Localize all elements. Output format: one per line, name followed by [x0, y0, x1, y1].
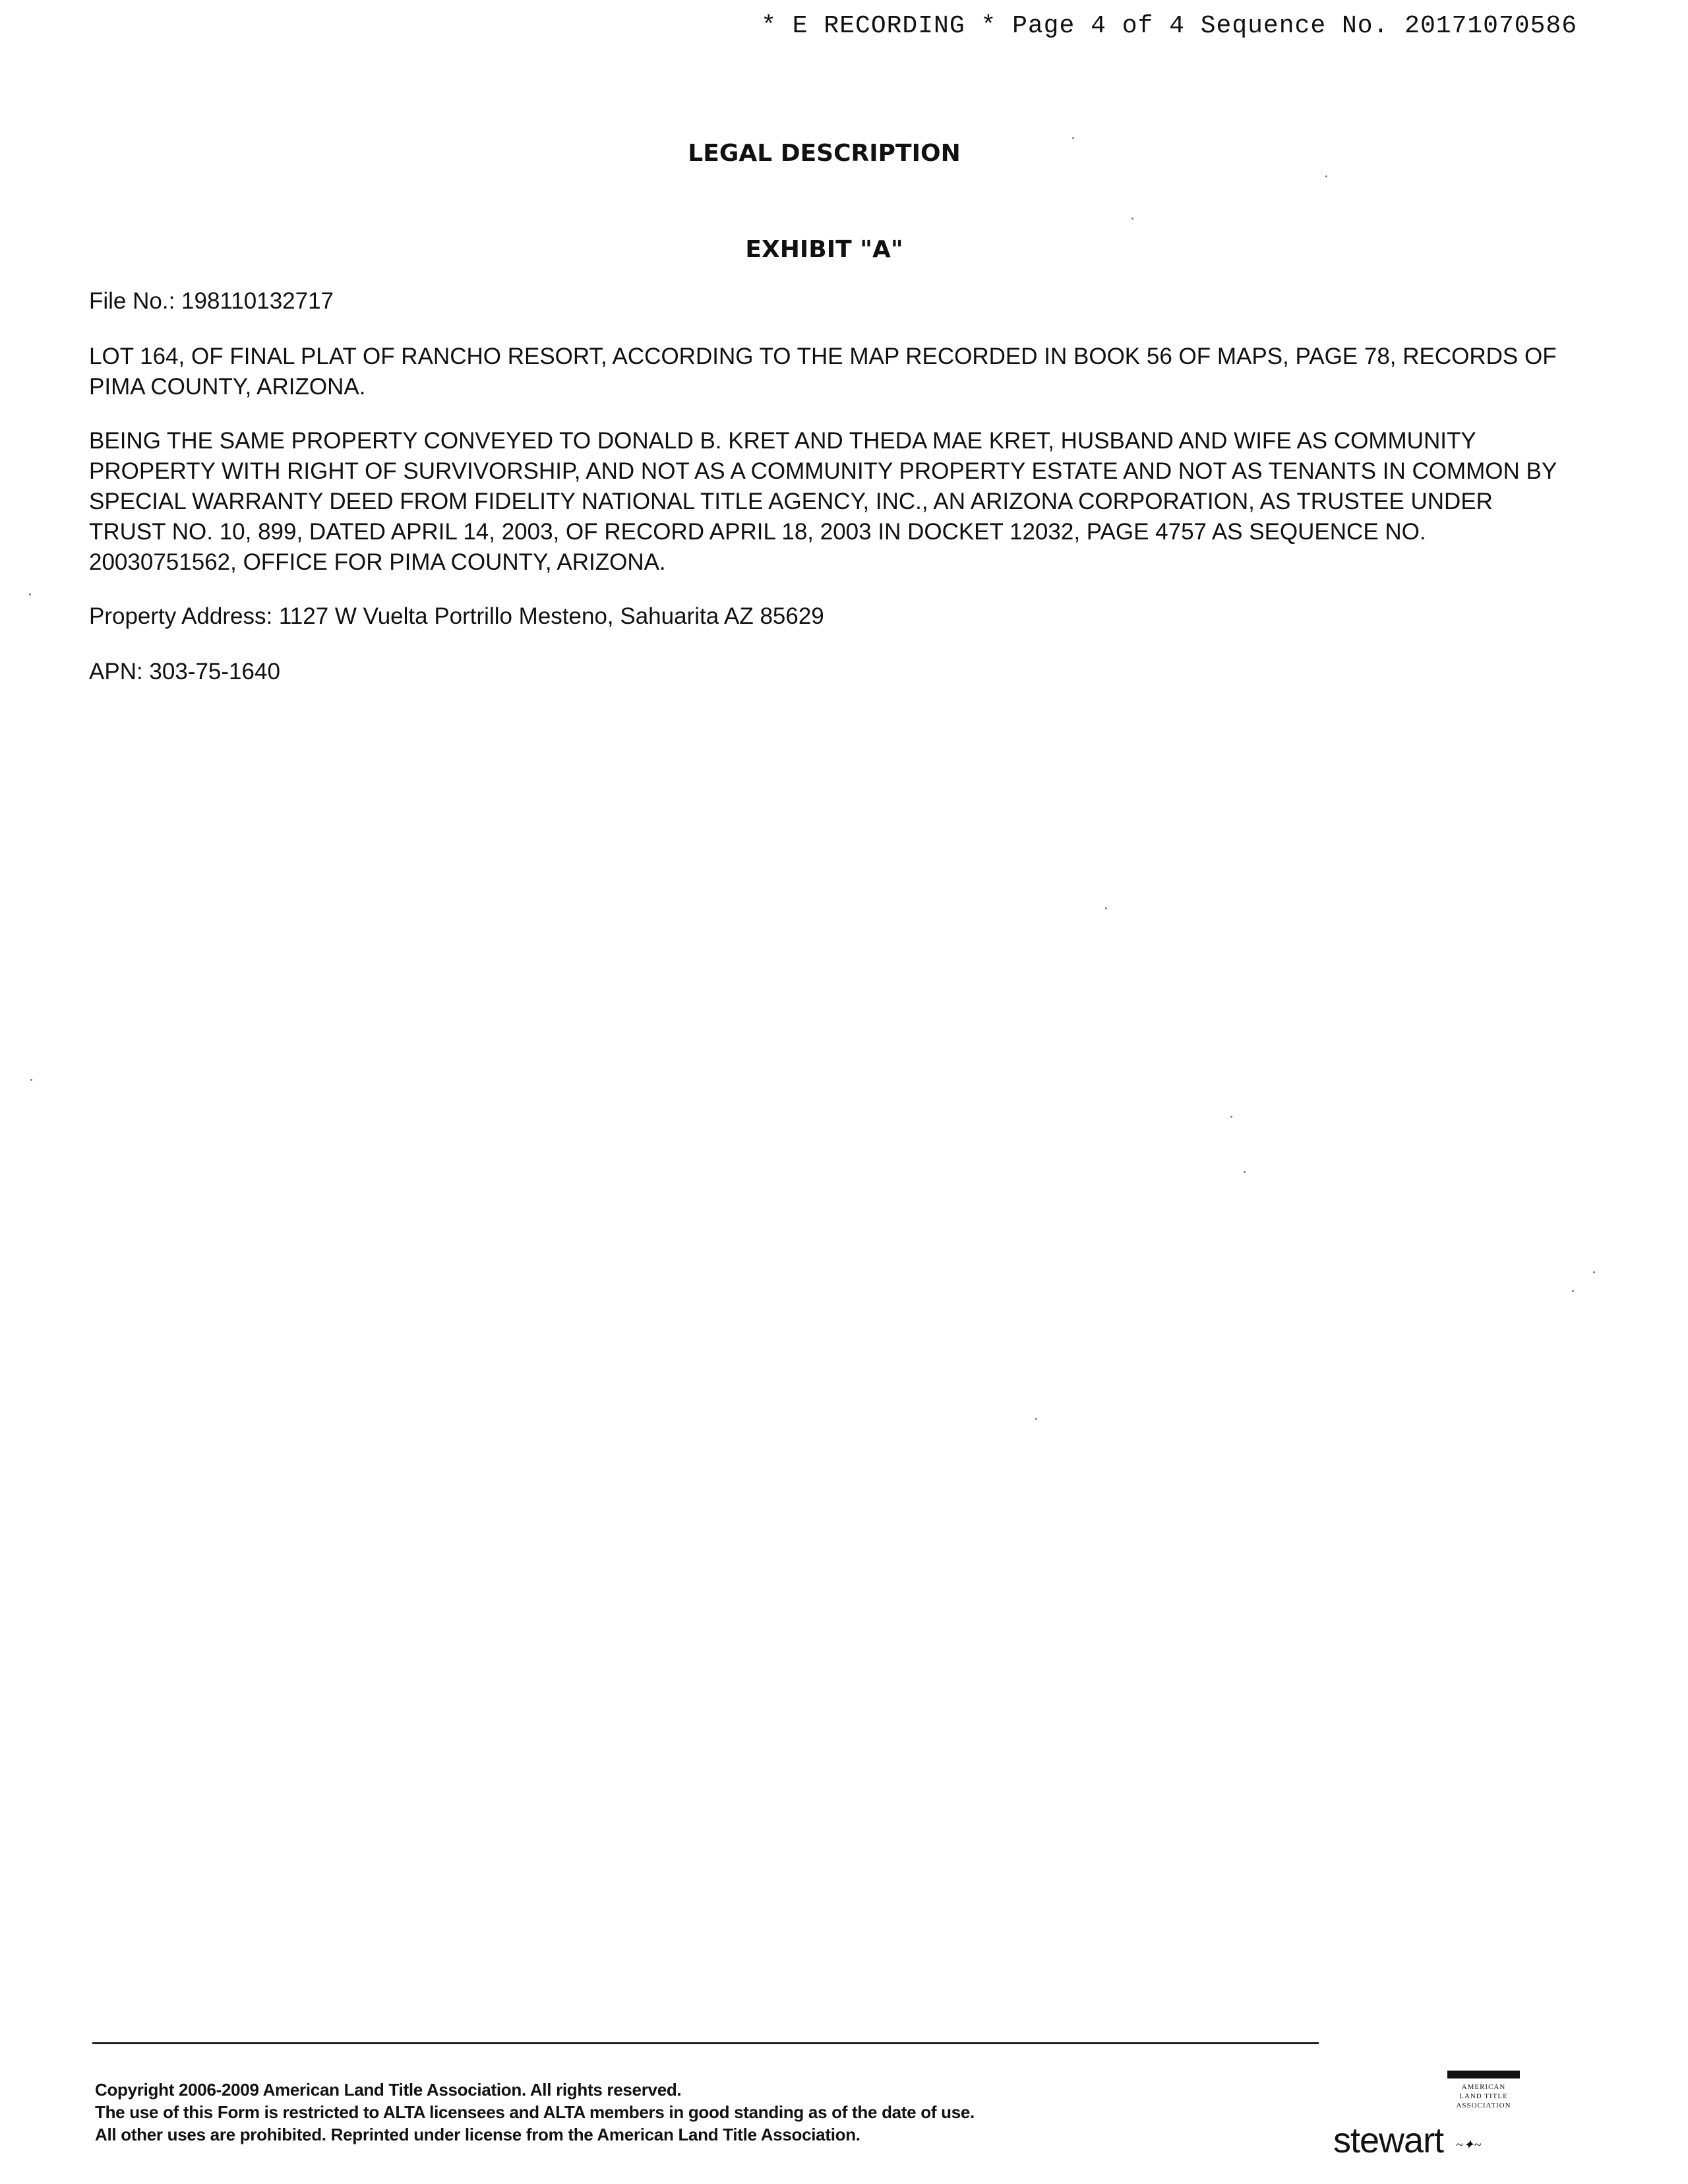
alta-logo — [1444, 2071, 1523, 2110]
scan-speck — [1572, 1290, 1574, 1292]
footer-license: All other uses are prohibited. Reprinted under license from the American Land Title Association. — [95, 2125, 860, 2144]
alta-logo-line2: LAND TITLE — [1459, 2092, 1508, 2100]
alta-logo-bar — [1447, 2071, 1520, 2078]
lot-paragraph: LOT 164, OF FINAL PLAT OF RANCHO RESORT, ACCORDING TO THE MAP RECORDED IN BOOK 56 OF MAPS, PAGE 78, RECORDS OF PIMA COUNTY, ARIZONA. — [89, 344, 1557, 400]
document-title: LEGAL DESCRIPTION — [688, 140, 961, 167]
property-address: Property Address: 1127 W Vuelta Portrillo Mesteno, Sahuarita AZ 85629 — [89, 603, 824, 629]
alta-logo-line3: ASSOCIATION — [1456, 2102, 1511, 2109]
stewart-logo: stewart — [1333, 2121, 1444, 2160]
scan-speck — [1230, 1116, 1232, 1118]
conveyance-paragraph: BEING THE SAME PROPERTY CONVEYED TO DONALD B. KRET AND THEDA MAE KRET, HUSBAND AND WIFE AS COMMUNITY PROPERTY WITH RIGHT OF SURVIVORSHIP, AND NOT AS A COMMUNITY PROPERTY ESTATE AND NOT AS TENANTS IN COMMON BY SPECIAL WARRANTY DEED FROM FIDELITY NATIONAL TITLE AGENCY, INC., AN ARIZONA CORPORATION, AS TRUSTEE UNDER TRUST NO. 10, 899, DATED APRIL 14, 2003, OF RECORD APRIL 18, 2003 IN DOCKET 12032, PAGE 4757 AS SEQUENCE NO. 20030751562, OFFICE FOR PIMA COUNTY, ARIZONA. — [89, 428, 1557, 575]
file-number: File No.: 198110132717 — [89, 288, 334, 314]
scan-speck — [1593, 1271, 1595, 1273]
apn-number: APN: 303-75-1640 — [89, 659, 280, 684]
scan-speck — [1325, 175, 1327, 177]
scan-speck — [30, 1079, 32, 1081]
recording-header: * E RECORDING * Page 4 of 4 Sequence No. 20171070586 — [761, 12, 1577, 40]
scan-speck — [1035, 1418, 1037, 1420]
exhibit-heading: EXHIBIT "A" — [745, 236, 903, 263]
footer-copyright: Copyright 2006-2009 American Land Title Association. All rights reserved. — [95, 2080, 682, 2100]
scan-speck — [1244, 1171, 1246, 1173]
scan-speck — [1131, 218, 1133, 220]
scan-speck — [1105, 907, 1107, 909]
footer-notice — [95, 2078, 975, 2146]
alta-logo-line1: AMERICAN — [1461, 2083, 1506, 2091]
scan-speck — [1072, 137, 1074, 139]
footer-divider — [92, 2042, 1319, 2044]
footer-restriction: The use of this Form is restricted to ALTA licensees and ALTA members in good standing as of the date of use. — [95, 2102, 975, 2122]
stewart-mark-icon: ~✦~ — [1456, 2138, 1482, 2152]
scan-speck — [29, 593, 31, 595]
